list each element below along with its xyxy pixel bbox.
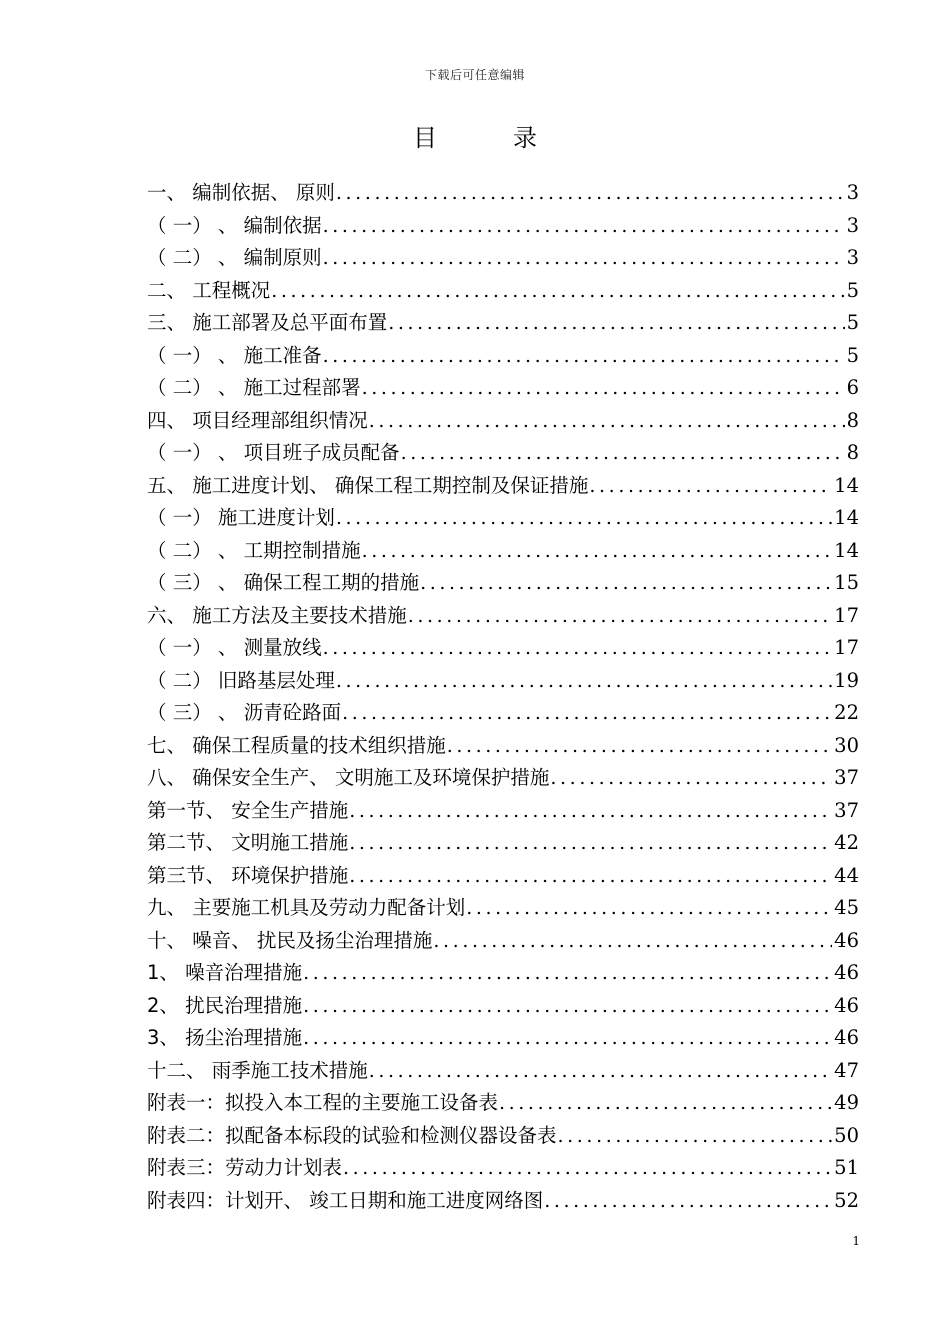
toc-dot-leader <box>323 242 845 275</box>
toc-dot-leader <box>303 990 832 1023</box>
toc-entry-page: 49 <box>834 1091 859 1114</box>
toc-entry-page: 3 <box>846 246 859 269</box>
toc-entry[interactable] <box>147 600 859 633</box>
toc-entry-page: 42 <box>834 831 859 854</box>
toc-entry-label: 十、 噪音、 扰民及扬尘治理措施 <box>147 928 433 952</box>
toc-entry-label: 四、 项目经理部组织情况 <box>147 408 368 432</box>
toc-entry[interactable] <box>147 405 859 438</box>
toc-dot-leader <box>349 827 832 860</box>
toc-entry-label: 第三节、 环境保护措施 <box>147 863 349 887</box>
toc-entry-label: 十二、 雨季施工技术措施 <box>147 1058 368 1082</box>
toc-dot-leader <box>342 697 832 730</box>
toc-entry-label: （ 一） 、 项目班子成员配备 <box>147 441 400 464</box>
toc-entry[interactable] <box>147 795 859 828</box>
toc-entry-label: （ 二） 、 编制原则 <box>147 246 322 269</box>
toc-entry-page: 44 <box>834 863 859 887</box>
toc-dot-leader <box>362 535 833 568</box>
toc-entry-page: 15 <box>834 571 859 594</box>
toc-entry[interactable] <box>147 372 859 405</box>
toc-entry-label: 第一节、 安全生产措施 <box>147 798 349 822</box>
toc-dot-leader <box>369 1055 832 1088</box>
toc-entry-label: 七、 确保工程质量的技术组织措施 <box>147 733 446 757</box>
toc-entry-page: 14 <box>834 473 859 497</box>
toc-entry-label: 三、 施工部署及总平面布置 <box>147 311 388 334</box>
toc-entry-label: 1、 噪音治理措施 <box>147 961 303 984</box>
toc-entry-page: 17 <box>834 603 859 627</box>
toc-dot-leader <box>544 1185 832 1218</box>
toc-dot-leader <box>349 795 832 828</box>
toc-entry[interactable] <box>147 470 859 503</box>
toc-entry[interactable] <box>147 665 859 698</box>
toc-dot-leader <box>420 567 832 600</box>
toc-dot-leader <box>433 925 832 958</box>
toc-entry-label: 八、 确保安全生产、 文明施工及环境保护措施 <box>147 766 550 789</box>
toc-dot-leader <box>589 470 832 503</box>
toc-dot-leader <box>303 1022 832 1055</box>
toc-entry-label: （ 一） 施工进度计划 <box>147 506 335 529</box>
toc-dot-leader <box>323 210 845 243</box>
toc-entry-page: 3 <box>846 213 859 237</box>
toc-entry-label: 九、 主要施工机具及劳动力配备计划 <box>147 896 466 919</box>
toc-entry[interactable] <box>147 762 859 795</box>
toc-dot-leader <box>323 340 845 373</box>
toc-entry[interactable] <box>147 535 859 568</box>
toc-entry-page: 47 <box>834 1058 859 1082</box>
toc-entry[interactable] <box>147 307 859 340</box>
page-number: 1 <box>852 1234 860 1248</box>
toc-entry-label: 3、 扬尘治理措施 <box>147 1026 303 1049</box>
toc-dot-leader <box>349 860 832 893</box>
toc-entry[interactable] <box>147 1055 859 1088</box>
toc-dot-leader <box>499 1087 832 1120</box>
toc-dot-leader <box>447 730 832 763</box>
toc-entry[interactable] <box>147 1087 859 1120</box>
toc-entry-label: （ 二） 旧路基层处理 <box>147 668 335 692</box>
toc-dot-leader <box>343 1152 832 1185</box>
toc-entry[interactable] <box>147 177 859 210</box>
toc-entry-page: 19 <box>834 668 859 692</box>
toc-dot-leader <box>369 405 845 438</box>
toc-dot-leader <box>336 665 832 698</box>
toc-dot-leader <box>303 957 832 990</box>
toc-entry-page: 5 <box>846 343 859 367</box>
toc-entry[interactable] <box>147 567 859 600</box>
toc-dot-leader <box>558 1120 833 1153</box>
toc-entry[interactable] <box>147 730 859 763</box>
toc-entry-page: 5 <box>846 278 859 302</box>
toc-entry-label: 六、 施工方法及主要技术措施 <box>147 603 407 627</box>
toc-entry-label: （ 二） 、 工期控制措施 <box>147 538 361 562</box>
toc-entry-page: 30 <box>834 733 859 757</box>
toc-entry-page: 46 <box>834 928 859 952</box>
toc-entry-label: 附表一：拟投入本工程的主要施工设备表 <box>147 1091 499 1114</box>
toc-entry-page: 6 <box>846 376 859 399</box>
toc-entry-label: 附表三：劳动力计划表 <box>147 1156 343 1179</box>
toc-entry[interactable] <box>147 242 859 275</box>
toc-dot-leader <box>388 307 844 340</box>
toc-entry[interactable] <box>147 1185 859 1218</box>
toc-entry-label: 五、 施工进度计划、 确保工程工期控制及保证措施 <box>147 473 589 497</box>
toc-entry-page: 46 <box>834 1026 859 1049</box>
toc-list <box>147 177 859 1217</box>
toc-entry[interactable] <box>147 827 859 860</box>
toc-entry[interactable] <box>147 1152 859 1185</box>
page-header: 下载后可任意编辑 <box>424 68 525 82</box>
toc-entry[interactable] <box>147 437 859 470</box>
toc-dot-leader <box>323 632 833 665</box>
toc-entry-label: 附表二：拟配备本标段的试验和检测仪器设备表 <box>147 1123 557 1147</box>
toc-entry-label: 附表四：计划开、 竣工日期和施工进度网络图 <box>147 1188 544 1212</box>
toc-dot-leader <box>271 275 844 308</box>
toc-entry-label: （ 三） 、 确保工程工期的措施 <box>147 571 420 594</box>
toc-entry[interactable] <box>147 632 859 665</box>
toc-entry-page: 5 <box>846 311 859 334</box>
toc-entry-page: 37 <box>834 766 859 789</box>
toc-entry-page: 37 <box>834 798 859 822</box>
toc-entry-label: 2、 扰民治理措施 <box>147 993 303 1017</box>
toc-entry-page: 22 <box>834 701 859 724</box>
toc-entry-page: 3 <box>846 181 859 204</box>
toc-entry[interactable] <box>147 925 859 958</box>
toc-dot-leader <box>408 600 832 633</box>
toc-entry-label: （ 三） 、 沥青砼路面 <box>147 701 342 724</box>
toc-dot-leader <box>362 372 845 405</box>
toc-entry[interactable] <box>147 275 859 308</box>
toc-entry-page: 14 <box>834 538 859 562</box>
toc-entry-label: 第二节、 文明施工措施 <box>147 831 349 854</box>
toc-entry[interactable] <box>147 1022 859 1055</box>
toc-dot-leader <box>336 502 832 535</box>
toc-title: 目录 <box>413 124 613 152</box>
toc-entry-page: 50 <box>834 1123 859 1147</box>
toc-entry[interactable] <box>147 1120 859 1153</box>
toc-entry[interactable] <box>147 210 859 243</box>
toc-entry[interactable] <box>147 860 859 893</box>
toc-entry-label: （ 二） 、 施工过程部署 <box>147 376 361 399</box>
toc-dot-leader <box>336 177 845 210</box>
toc-entry-page: 17 <box>834 636 859 659</box>
toc-entry-page: 51 <box>834 1156 859 1179</box>
toc-entry[interactable] <box>147 892 859 925</box>
toc-dot-leader <box>550 762 832 795</box>
toc-entry-page: 8 <box>846 408 859 432</box>
toc-entry-label: 二、 工程概况 <box>147 278 271 302</box>
toc-entry-page: 14 <box>834 506 859 529</box>
toc-entry-page: 46 <box>834 961 859 984</box>
toc-entry-page: 45 <box>834 896 859 919</box>
toc-entry-label: （ 一） 、 施工准备 <box>147 343 322 367</box>
toc-entry[interactable] <box>147 990 859 1023</box>
toc-dot-leader <box>401 437 845 470</box>
toc-entry[interactable] <box>147 502 859 535</box>
toc-entry-page: 46 <box>834 993 859 1017</box>
toc-entry[interactable] <box>147 340 859 373</box>
toc-entry-label: 一、 编制依据、 原则 <box>147 181 335 204</box>
toc-entry[interactable] <box>147 957 859 990</box>
toc-dot-leader <box>466 892 832 925</box>
toc-entry-page: 52 <box>834 1188 859 1212</box>
toc-entry-page: 8 <box>846 441 859 464</box>
toc-entry[interactable] <box>147 697 859 730</box>
toc-entry-label: （ 一） 、 测量放线 <box>147 636 322 659</box>
toc-entry-label: （ 一） 、 编制依据 <box>147 213 322 237</box>
